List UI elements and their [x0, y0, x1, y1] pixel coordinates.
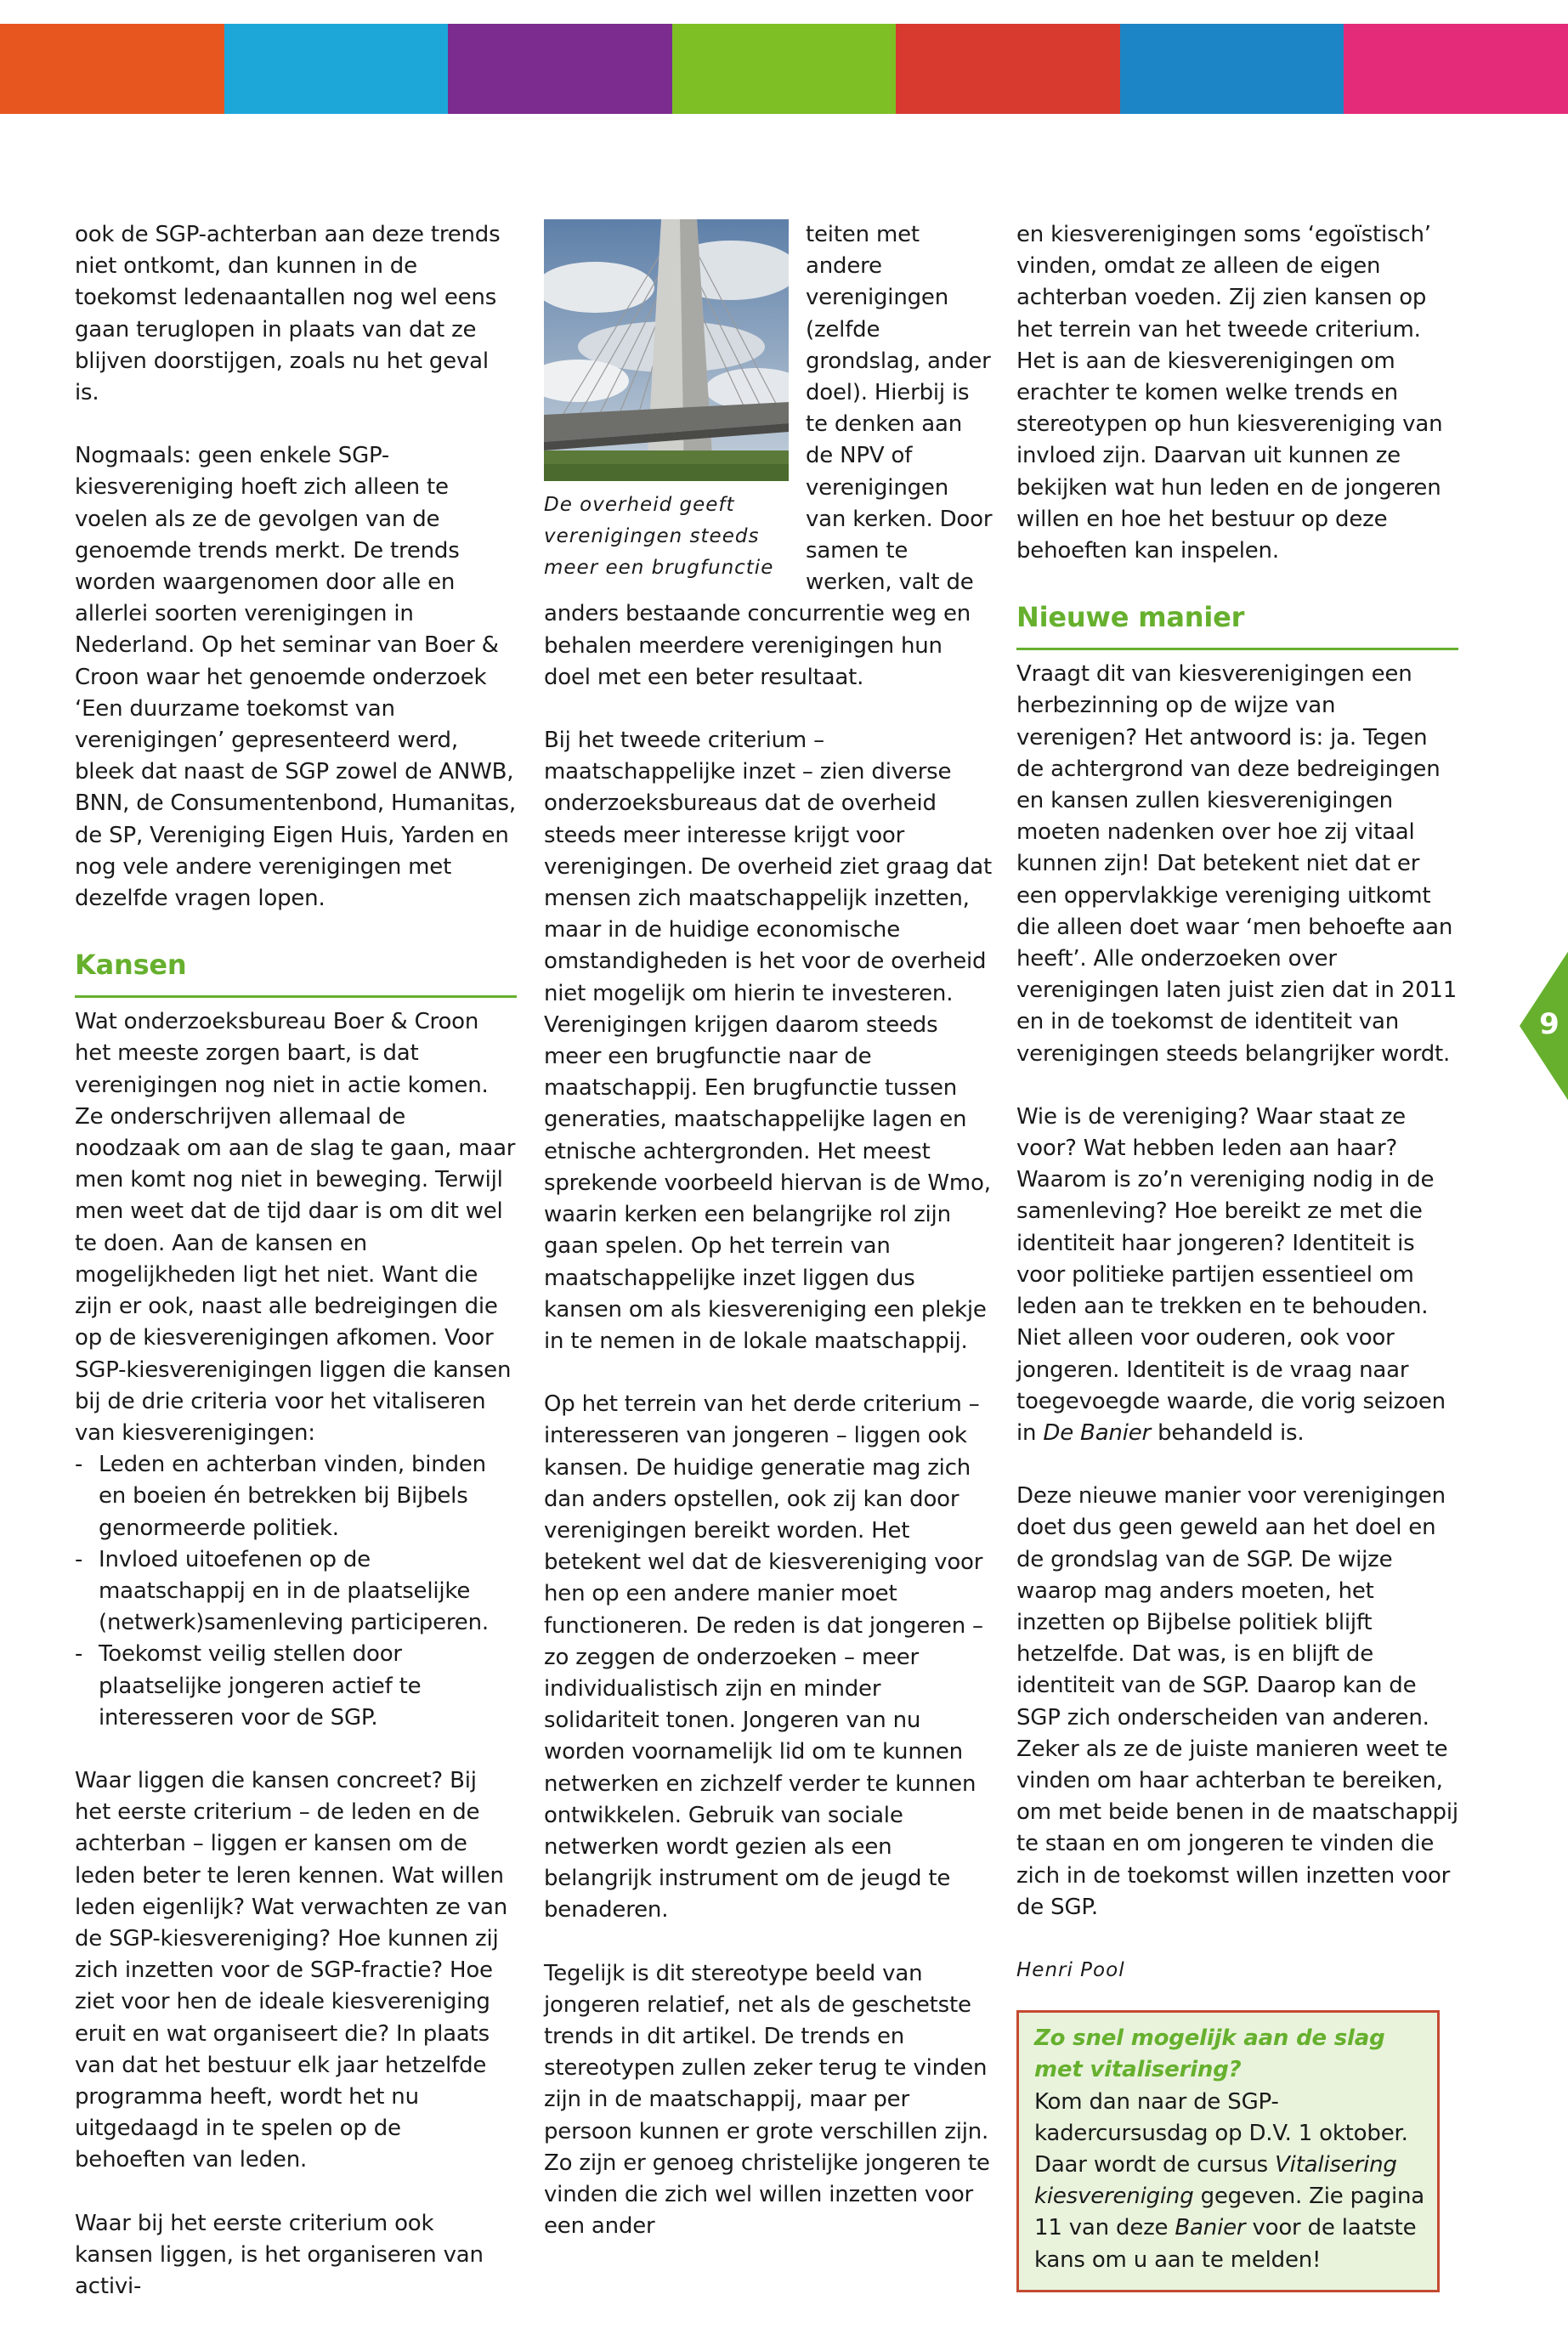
section-heading-kansen: Kansen: [75, 949, 187, 982]
photo-caption: De overheid geeft verenigingen steeds meer een brugfunctie: [544, 494, 774, 580]
paragraph: Deze nieuwe manier voor verenigingen doet dus geen geweld aan het doel en de grondslag van de SGP. De wijze waarop mag anders moeten, het inzetten op Bijbelse politiek blijft hetzelfde. Dat was, is en blijft de identiteit van de SGP. Daarop kan de SGP zich onderscheiden van anderen. Zeker als ze de juiste manieren weet te vinden om haar achterban te bereiken, om met beide benen in de maatschappij te staan en om jongeren te vinden die zich in de toekomst willen inzetten voor de SGP.: [1016, 1483, 1458, 1920]
paragraph: Wat onderzoeksbureau Boer & Croon het meeste zorgen baart, is dat verenigingen nog niet in actie komen. Ze onderschrijven allemaal de noodzaak om aan de slag te gaan, maar men komt nog niet in beweging. Terwijl men weet dat de tijd daar is om dit wel te doen. Aan de kansen en mogelijkheden ligt het niet. Want die zijn er ook, naast alle bedreigingen die op de kiesverenigingen afkomen. Voor SGP-kiesverenigingen liggen die kansen bij de drie criteria voor het vitaliseren van kiesverenigingen:: [75, 1009, 516, 1446]
publication-title: Banier: [1175, 2215, 1246, 2241]
paragraph: en kiesverenigingen soms ‘egoïstisch’ vinden, omdat ze alleen de eigen achterban voeden. Zij zien kansen op het terrein van het tweede criterium. Het is aan de kiesverenigingen om erachter te komen welke trends en stereotypen op hun kiesvereniging van invloed zijn. Daarvan uit kunnen ze bekijken wat hun leden en de jongeren willen en hoe het bestuur op deze behoeften kan inspelen.: [1016, 222, 1443, 564]
heading-rule: [75, 995, 517, 998]
paragraph: [1016, 1102, 1458, 1449]
info-box-title: Zo snel mogelijk aan de slag met vitalisering?: [1034, 2025, 1385, 2083]
color-block: [672, 24, 897, 114]
criteria-list: [75, 1449, 517, 1734]
publication-title: De Banier: [1043, 1419, 1152, 1446]
color-bar: [0, 24, 1568, 114]
paragraph: Nogmaals: geen enkele SGP-kiesvereniging hoeft zich alleen te voelen als ze de gevolgen van de genoemde trends merkt. De trends worden waargenomen door alle en allerlei soorten verenigingen in Nederland. Op het seminar van Boer & Croon waar het genoemde onderzoek ‘Een duurzame toekomst van verenigingen’ gepresenteerd werd, bleek dat naast de SGP zowel de ANWB, BNN, de Consumentenbond, Humanitas, de SP, Vereniging Eigen Huis, Yarden en nog vele andere verenigingen met dezelfde vragen lopen.: [75, 443, 516, 912]
column-3: [1016, 219, 1458, 2292]
page-number: 9: [1539, 1007, 1560, 1041]
text: Kom dan naar de SGP-kadercursusdag op D.V. 1 oktober. Daar wordt de cursus: [1034, 2088, 1408, 2178]
course-name: Vitalisering kiesvereniging: [1034, 2151, 1397, 2210]
list-item: - Invloed uitoefenen op de maatschappij en in de plaatselijke (netwerk)samenleving participeren.: [75, 1544, 517, 1640]
column-2: [544, 219, 994, 2274]
color-block: [224, 24, 449, 114]
figure: [544, 219, 789, 585]
color-block: [0, 24, 224, 114]
color-block: [1344, 24, 1568, 114]
info-box: [1016, 2010, 1440, 2292]
section-heading-nieuwe-manier: Nieuwe manier: [1016, 601, 1245, 634]
info-box-text: [1034, 2087, 1425, 2276]
paragraph: ook de SGP-achterban aan deze trends niet ontkomt, dan kunnen in de toekomst ledenaantallen nog wel eens gaan teruglopen in plaats van dat ze blijven doorstijgen, zoals nu het geval is.: [75, 222, 501, 406]
paragraph: Waar bij het eerste criterium ook kansen liggen, is het organiseren van activi-: [75, 2210, 484, 2299]
paragraph: teiten met andere verenigingen (zelfde grondslag, ander doel). Hierbij is te denken aan de NPV of verenigingen van kerken. Door samen te werken, valt de anders bestaande concurrentie weg en behalen meerdere verenigingen hun doel met een beter resultaat.: [544, 222, 993, 690]
paragraph: Op het terrein van het derde criterium – interesseren van jongeren – liggen ook kansen. De huidige generatie mag zich dan anders opstellen, ook zij kan door verenigingen bereikt worden. Het betekent wel dat de kiesvereniging voor hen op een andere manier moet functioneren. De reden is dat jongeren – zo zeggen de onderzoeken – meer individualistisch zijn en minder solidariteit tonen. Jongeren van nu worden voornamelijk lid om te kunnen netwerken en zichzelf verder te kunnen ontwikkelen. Gebruik van sociale netwerken wordt gezien als een belangrijk instrument om de jeugd te benaderen.: [544, 1391, 983, 1923]
text: voor de laatste kans om u aan te melden!: [1034, 2215, 1417, 2273]
color-block: [448, 24, 672, 114]
text: gegeven. Zie pagina 11 van deze: [1034, 2184, 1425, 2241]
list-item: - Leden en achterban vinden, binden en boeien én betrekken bij Bijbels genormeerde politiek.: [75, 1449, 517, 1544]
paragraph: Tegelijk is dit stereotype beeld van jongeren relatief, net als de geschetste trends in dit artikel. De trends en stereotypen zullen zeker terug te vinden zijn in de maatschappij, maar per persoon kunnen er grote verschillen zijn. Zo zijn er genoeg christelijke jongeren te vinden die zich wel willen inzetten voor een ander: [544, 1960, 990, 2240]
paragraph: Vraagt dit van kiesverenigingen een herbezinning op de wijze van verenigen? Het antwoord is: ja. Tegen de achtergrond van deze bedreigingen en kansen zullen kiesverenigingen moeten nadenken over hoe zij vitaal kunnen zijn! Dat betekent niet dat er een oppervlakkige vereniging uitkomt die alleen doet waar ‘men behoefte aan heeft’. Alle onderzoeken over verenigingen laten juist zien dat in 2011 en in de toekomst de identiteit van verenigingen steeds belangrijker wordt.: [1016, 661, 1458, 1067]
paragraph: Waar liggen die kansen concreet? Bij het eerste criterium – de leden en de achterban – liggen er kansen om de leden beter te leren kennen. Wat willen leden eigenlijk? Wat verwachten ze van de SGP-kiesvereniging? Hoe kunnen zij zich inzetten voor de SGP-fractie? Hoe ziet voor hen de ideale kiesvereniging eruit en wat organiseert die? In plaats van dat het bestuur elk jaar hetzelfde programma heeft, wordt het nu uitgedaagd in te spelen op de behoeften van leden.: [75, 1767, 507, 2173]
heading-rule: [1016, 648, 1458, 650]
bridge-photo: [544, 219, 789, 481]
paragraph: Bij het tweede criterium – maatschappelijke inzet – zien diverse onderzoeksbureaus dat de overheid steeds meer interesse krijgt voor verenigingen. De overheid ziet graag dat mensen zich maatschappelijk inzetten, maar in de huidige economische omstandigheden is het voor de overheid niet mogelijk om hierin te investeren. Verenigingen krijgen daarom steeds meer een brugfunctie naar de maatschappij. Een brugfunctie tussen generaties, maatschappelijke lagen en etnische achtergronden. Het meest sprekende voorbeeld hiervan is de Wmo, waarin kerken een belangrijke rol zijn gaan spelen. Op het terrein van maatschappelijke inzet liggen dus kansen om als kiesvereniging een plekje in te nemen in de lokale maatschappij.: [544, 728, 992, 1354]
text: behandeld is.: [1151, 1419, 1305, 1446]
author-signature: Henri Pool: [1016, 1958, 1125, 1981]
list-item: - Toekomst veilig stellen door plaatselijke jongeren actief te interesseren voor de SGP.: [75, 1639, 517, 1734]
text: Wie is de vereniging? Waar staat ze voor? Wat hebben leden aan haar? Waarom is zo’n vereniging nodig in de samenleving? Hoe bereikt ze met die identiteit haar jongeren? Identiteit is voor politieke partijen essentieel om leden aan te trekken en te behouden. Niet alleen voor ouderen, ook voor jongeren. Identiteit is de vraag naar toegevoegde waarde, die vorig seizoen in: [1016, 1103, 1446, 1446]
color-block: [1120, 24, 1344, 114]
column-1: [75, 219, 517, 2334]
color-block: [896, 24, 1120, 114]
